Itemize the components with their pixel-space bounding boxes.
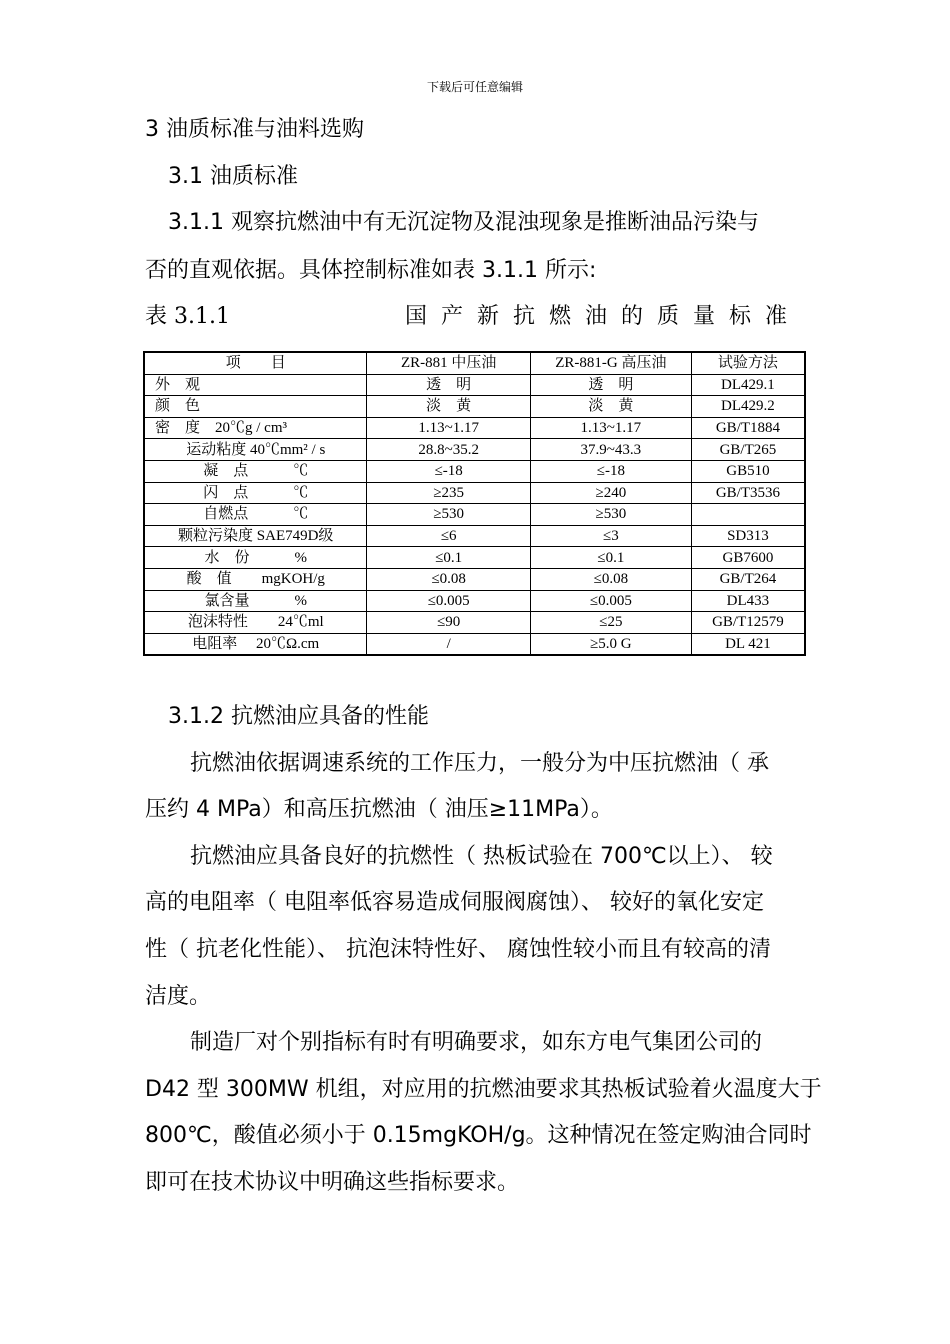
table-row xyxy=(144,525,805,547)
table-cell: ≤0.005 xyxy=(367,590,530,612)
quality-standard-table xyxy=(143,351,806,656)
paragraph-2-line-3: 性（ 抗老化性能）、 抗泡沫特性好、 腐蚀性较小而且有较高的清 xyxy=(145,937,771,962)
paragraph-2-line-2: 高的电阻率（ 电阻率低容易造成伺服阀腐蚀）、 较好的氧化安定 xyxy=(145,890,764,915)
table-cell: ≥5.0 G xyxy=(530,633,691,655)
table-cell: 颗粒污染度 SAE749D级 xyxy=(144,525,367,547)
table-cell: GB7600 xyxy=(691,547,805,569)
table-title: 国产新抗燃油的质量标准 xyxy=(405,304,802,329)
table-cell: ≥235 xyxy=(367,482,530,504)
table-cell: 凝 点 ℃ xyxy=(144,460,367,482)
paragraph-3-line-3: 800℃，酸值必须小于 0.15mgKOH/g。这种情况在签定购油合同时 xyxy=(145,1123,812,1148)
header-cell-item: 项 目 xyxy=(144,352,367,374)
paragraph-2-line-1: 抗燃油应具备良好的抗燃性（ 热板试验在 700℃以上）、 较 xyxy=(190,844,773,869)
page-header: 下载后可任意编辑 xyxy=(426,80,523,94)
table-cell: ≤0.005 xyxy=(530,590,691,612)
table-row xyxy=(144,396,805,418)
table-cell: DL 421 xyxy=(691,633,805,655)
table-cell: GB510 xyxy=(691,460,805,482)
table-cell: 闪 点 ℃ xyxy=(144,482,367,504)
section-heading: 3 油质标准与油料选购 xyxy=(145,117,364,142)
table-cell: DL429.2 xyxy=(691,396,805,418)
table-cell: ≤0.1 xyxy=(530,547,691,569)
table-cell: ≥530 xyxy=(367,504,530,526)
table-row xyxy=(144,417,805,439)
header-cell-high-pressure: ZR-881-G 高压油 xyxy=(530,352,691,374)
table-row xyxy=(144,482,805,504)
table-cell: ≤-18 xyxy=(530,460,691,482)
table-cell: 外 观 xyxy=(144,374,367,396)
table-cell: 37.9~43.3 xyxy=(530,439,691,461)
table-cell: 自燃点 ℃ xyxy=(144,504,367,526)
paragraph-3-line-1: 制造厂对个别指标有时有明确要求，如东方电气集团公司的 xyxy=(190,1030,763,1055)
table-cell: 1.13~1.17 xyxy=(367,417,530,439)
subsection-heading: 3.1 油质标准 xyxy=(168,164,298,189)
table-cell: ≥530 xyxy=(530,504,691,526)
table-cell: GB/T3536 xyxy=(691,482,805,504)
table-cell xyxy=(691,504,805,526)
table-cell: ≤6 xyxy=(367,525,530,547)
header-cell-medium-pressure: ZR-881 中压油 xyxy=(367,352,530,374)
table-cell: ≤0.08 xyxy=(367,568,530,590)
table-cell: GB/T264 xyxy=(691,568,805,590)
table-cell: GB/T1884 xyxy=(691,417,805,439)
subsection-heading-performance: 3.1.2 抗燃油应具备的性能 xyxy=(168,704,429,729)
table-cell: SD313 xyxy=(691,525,805,547)
table-row xyxy=(144,633,805,655)
table-cell: ≤90 xyxy=(367,612,530,634)
table-cell: 透 明 xyxy=(367,374,530,396)
table-cell: 淡 黄 xyxy=(367,396,530,418)
intro-line-1: 3.1.1 观察抗燃油中有无沉淀物及混浊现象是推断油品污染与 xyxy=(168,210,759,235)
table-cell: 淡 黄 xyxy=(530,396,691,418)
paragraph-3-line-4: 即可在技术协议中明确这些指标要求。 xyxy=(145,1170,520,1195)
intro-line-2: 否的直观依据。具体控制标准如表 3.1.1 所示: xyxy=(145,258,597,283)
table-cell: 密 度 20℃g / cm³ xyxy=(144,417,367,439)
table-cell: / xyxy=(367,633,530,655)
table-cell: 酸 值 mgKOH/g xyxy=(144,568,367,590)
table-cell: DL433 xyxy=(691,590,805,612)
table-cell: ≤0.1 xyxy=(367,547,530,569)
paragraph-3-line-2: D42 型 300MW 机组，对应用的抗燃油要求其热板试验着火温度大于 xyxy=(145,1077,822,1102)
table-cell: GB/T265 xyxy=(691,439,805,461)
table-cell: GB/T12579 xyxy=(691,612,805,634)
table-row xyxy=(144,460,805,482)
table-cell: ≤3 xyxy=(530,525,691,547)
table-row xyxy=(144,612,805,634)
table-cell: ≤25 xyxy=(530,612,691,634)
header-cell-test-method: 试验方法 xyxy=(691,352,805,374)
table-cell: 泡沫特性 24℃ml xyxy=(144,612,367,634)
table-cell: ≤0.08 xyxy=(530,568,691,590)
table-cell: 水 份 % xyxy=(144,547,367,569)
table-caption: 表 3.1.1 xyxy=(145,304,230,329)
table-cell: DL429.1 xyxy=(691,374,805,396)
paragraph-2-line-4: 洁度。 xyxy=(145,984,212,1009)
table-cell: 28.8~35.2 xyxy=(367,439,530,461)
table-row xyxy=(144,374,805,396)
table-cell: 1.13~1.17 xyxy=(530,417,691,439)
table-row xyxy=(144,590,805,612)
paragraph-1-line-2: 压约 4 MPa）和高压抗燃油（ 油压≥11MPa）。 xyxy=(145,797,613,822)
table-cell: 氯含量 % xyxy=(144,590,367,612)
paragraph-1-line-1: 抗燃油依据调速系统的工作压力，一般分为中压抗燃油（ 承 xyxy=(190,751,769,776)
table-header-row xyxy=(144,352,805,374)
table-cell: 透 明 xyxy=(530,374,691,396)
table-cell: 电阻率 20℃Ω.cm xyxy=(144,633,367,655)
table-cell: ≥240 xyxy=(530,482,691,504)
table-cell: 运动粘度 40℃mm² / s xyxy=(144,439,367,461)
table-row xyxy=(144,504,805,526)
table-row xyxy=(144,439,805,461)
table-row xyxy=(144,547,805,569)
table-cell: 颜 色 xyxy=(144,396,367,418)
table-row xyxy=(144,568,805,590)
table-cell: ≤-18 xyxy=(367,460,530,482)
